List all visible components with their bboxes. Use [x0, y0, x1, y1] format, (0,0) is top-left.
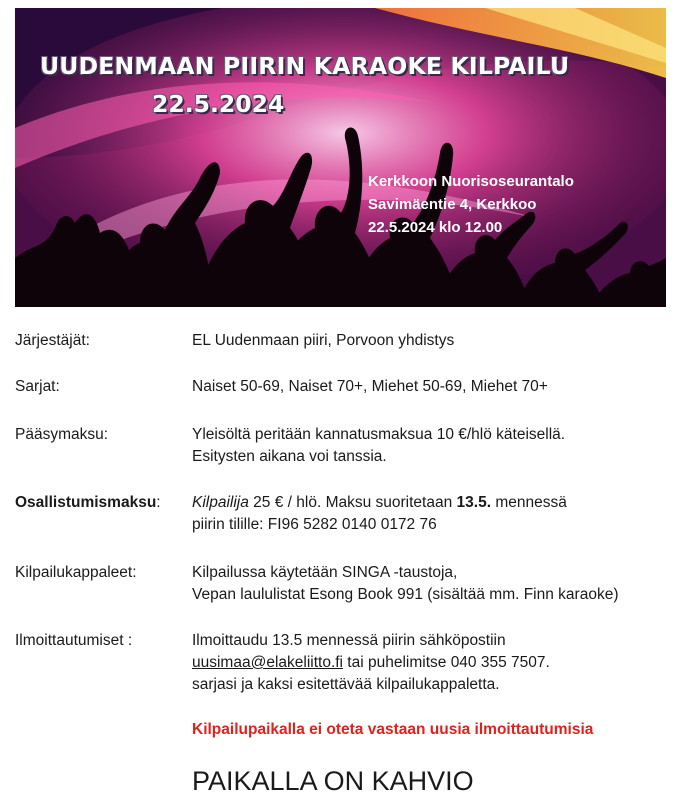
participation-fee-label-text: Osallistumismaksu	[15, 494, 157, 511]
registration-line-2	[192, 652, 550, 674]
venue-time: 22.5.2024 klo 12.00	[368, 219, 503, 236]
cafe-notice: PAIKALLA ON KAHVIO	[192, 766, 474, 796]
entry-fee-line-2: Esitysten aikana voi tanssia.	[192, 448, 387, 465]
participation-fee-line-1	[192, 492, 567, 514]
organizers-value: EL Uudenmaan piiri, Porvoon yhdistys	[192, 332, 455, 349]
payment-deadline: 13.5.	[456, 494, 492, 511]
organizers-label: Järjestäjät:	[15, 332, 90, 349]
event-date: 22.5.2024	[152, 90, 285, 118]
songs-line-1: Kilpailussa käytetään SINGA -taustoja,	[192, 564, 458, 581]
series-value: Naiset 50-69, Naiset 70+, Miehet 50-69, Miehet 70+	[192, 378, 548, 395]
songs-label: Kilpailukappaleet:	[15, 564, 137, 581]
participation-fee-text-end: mennessä	[491, 494, 567, 511]
registration-value	[192, 630, 550, 696]
registration-line-3: sarjasi ja kaksi esitettävää kilpailukappaletta.	[192, 676, 500, 693]
participation-fee-label	[15, 492, 161, 514]
registration-label: Ilmoittautumiset :	[15, 632, 133, 649]
venue-name: Kerkkoon Nuorisoseurantalo	[368, 173, 574, 190]
entry-fee-line-1: Yleisöltä peritään kannatusmaksua 10 €/hlö käteisellä.	[192, 426, 566, 443]
entry-fee-value	[192, 424, 565, 468]
songs-line-2: Vepan laululistat Esong Book 991 (sisältää mm. Finn karaoke)	[192, 586, 619, 603]
email-link[interactable]: uusimaa@elakeliitto.fi	[192, 654, 343, 671]
no-onsite-registration-notice: Kilpailupaikalla ei oteta vastaan uusia ilmoittautumisia	[192, 721, 594, 738]
series-label: Sarjat:	[15, 378, 60, 395]
participant-word: Kilpailija	[192, 494, 249, 511]
participation-fee-text: 25 € / hlö. Maksu suoritetaan	[248, 494, 457, 511]
participation-fee-label-colon: :	[156, 494, 161, 511]
event-banner	[15, 8, 666, 307]
songs-value	[192, 562, 618, 606]
bank-account: piirin tilille: FI96 5282 0140 0172 76	[192, 516, 437, 533]
venue-info	[368, 170, 574, 239]
venue-address: Savimäentie 4, Kerkkoo	[368, 196, 537, 213]
phone-text: tai puhelimitse 040 355 7507.	[343, 654, 550, 671]
registration-line-1: Ilmoittaudu 13.5 mennessä piirin sähköpostiin	[192, 632, 506, 649]
event-title: UUDENMAAN PIIRIN KARAOKE KILPAILU	[40, 52, 570, 80]
entry-fee-label: Pääsymaksu:	[15, 426, 109, 443]
participation-fee-value	[192, 492, 567, 536]
